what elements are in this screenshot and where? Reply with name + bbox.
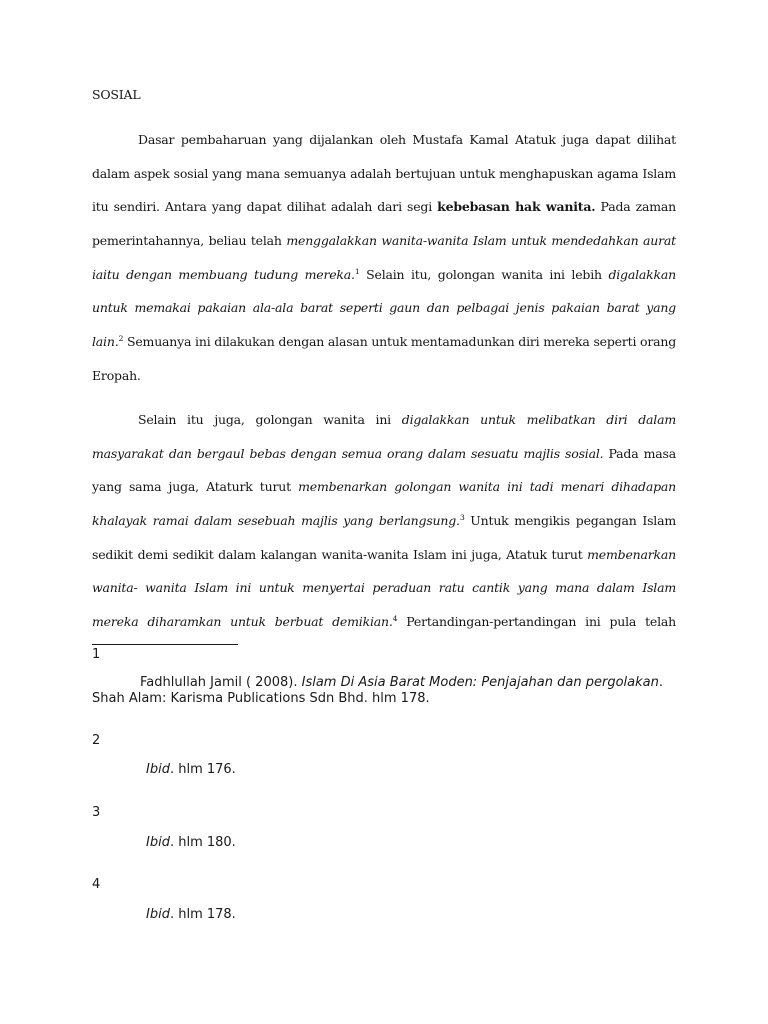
footnote-book-title: Islam Di Asia Barat Moden: Penjajahan dan pergolakan — [301, 675, 659, 690]
footnote-citation: . hlm 180. — [169, 835, 236, 850]
italic-text: untuk memakai pakaian ala-ala barat seperti gaun dan pelbagai jenis pakaian barat yang — [92, 300, 676, 316]
footnote-reference: 1 — [354, 266, 360, 276]
footnote-text — [146, 835, 236, 851]
body-text: yang sama juga, Ataturk turut — [92, 479, 299, 495]
italic-text: membenarkan golongan wanita ini tadi menari dihadapan — [298, 479, 676, 495]
bold-text: kebebasan hak wanita. — [437, 199, 596, 215]
footnote-ibid: Ibid — [146, 907, 170, 922]
body-text: pemerintahannya, beliau telah — [92, 233, 287, 249]
body-text: Pada zaman — [595, 199, 677, 215]
footnote-text — [146, 762, 236, 778]
body-text: Dasar pembaharuan yang dijalankan oleh Mustafa Kamal Atatuk juga dapat dilihat — [138, 132, 676, 148]
italic-text: digalakkan untuk melibatkan diri dalam — [401, 412, 676, 428]
footnote-number: 2 — [92, 733, 101, 748]
italic-text: masyarakat dan bergaul bebas dengan semua orang dalam sesuatu majlis sosial. — [92, 445, 604, 461]
footnote-citation: . hlm 178. — [169, 907, 236, 922]
body-line — [92, 224, 676, 258]
footnote-text — [92, 691, 430, 707]
body-text: Semuanya ini dilakukan dengan alasan untuk mentamadunkan diri mereka seperti orang — [123, 334, 677, 350]
body-line — [92, 123, 676, 157]
body-line — [92, 571, 676, 605]
body-line — [92, 437, 676, 471]
body-line — [92, 538, 676, 572]
body-text: Pertandingan-pertandingan ini pula telah — [397, 614, 676, 630]
footnote-reference: 4 — [392, 614, 398, 624]
section-heading: SOSIAL — [92, 87, 141, 102]
footnote-number: 4 — [92, 877, 101, 892]
footnote-reference: 2 — [118, 334, 124, 344]
italic-text: mereka diharamkan untuk berbuat demikian. — [92, 614, 393, 630]
body-text: Selain itu juga, golongan wanita ini — [138, 412, 402, 428]
body-text: Eropah. — [92, 367, 141, 383]
italic-text: wanita- wanita Islam ini untuk menyertai peraduan ratu cantik yang mana dalam Islam — [92, 580, 676, 596]
footnote-ibid: Ibid — [146, 762, 170, 777]
body-line — [92, 470, 676, 504]
body-line — [92, 258, 676, 292]
footnote-text — [146, 907, 236, 923]
body-text: Untuk mengikis pegangan Islam — [464, 513, 676, 529]
body-line — [92, 157, 676, 191]
footnote-citation: Shah Alam: Karisma Publications Sdn Bhd. hlm 178. — [92, 691, 430, 706]
italic-text: khalayak ramai dalam sesebuah majlis yang berlangsung. — [92, 513, 460, 529]
footnote-text — [140, 675, 663, 691]
body-line — [92, 504, 676, 538]
body-line — [92, 403, 676, 437]
footnote-number: 3 — [92, 805, 101, 820]
footnote-ibid: Ibid — [146, 835, 170, 850]
body-text: sedikit demi sedikit dalam kalangan wanita-wanita Islam ini juga, Atatuk turut — [92, 546, 588, 562]
body-line — [92, 605, 676, 639]
body-text: dalam aspek sosial yang mana semuanya adalah bertujuan untuk menghapuskan agama Islam — [92, 165, 676, 181]
body-line — [92, 359, 676, 393]
body-text: Selain itu, golongan wanita ini lebih — [359, 266, 609, 282]
footnote-citation: . hlm 176. — [169, 762, 236, 777]
italic-text: digalakkan — [608, 266, 676, 282]
footnote-citation: Fadhlullah Jamil ( 2008). — [140, 675, 302, 690]
paragraph-1 — [92, 123, 676, 392]
body-line — [92, 325, 676, 359]
italic-text: membenarkan — [587, 546, 676, 562]
italic-text: menggalakkan wanita-wanita Islam untuk mendedahkan aurat — [286, 233, 677, 249]
footnote-separator — [92, 644, 238, 645]
body-line — [92, 291, 676, 325]
body-text: itu sendiri. Antara yang dapat dilihat adalah dari segi — [92, 199, 438, 215]
italic-text: lain. — [92, 334, 119, 350]
footnote-reference: 3 — [459, 513, 465, 523]
paragraph-2 — [92, 403, 676, 638]
footnote-citation: . — [658, 675, 663, 690]
footnote-number: 1 — [92, 647, 101, 662]
italic-text: iaitu dengan membuang tudung mereka. — [92, 266, 355, 282]
body-text: Pada masa — [603, 445, 676, 461]
body-line — [92, 190, 676, 224]
